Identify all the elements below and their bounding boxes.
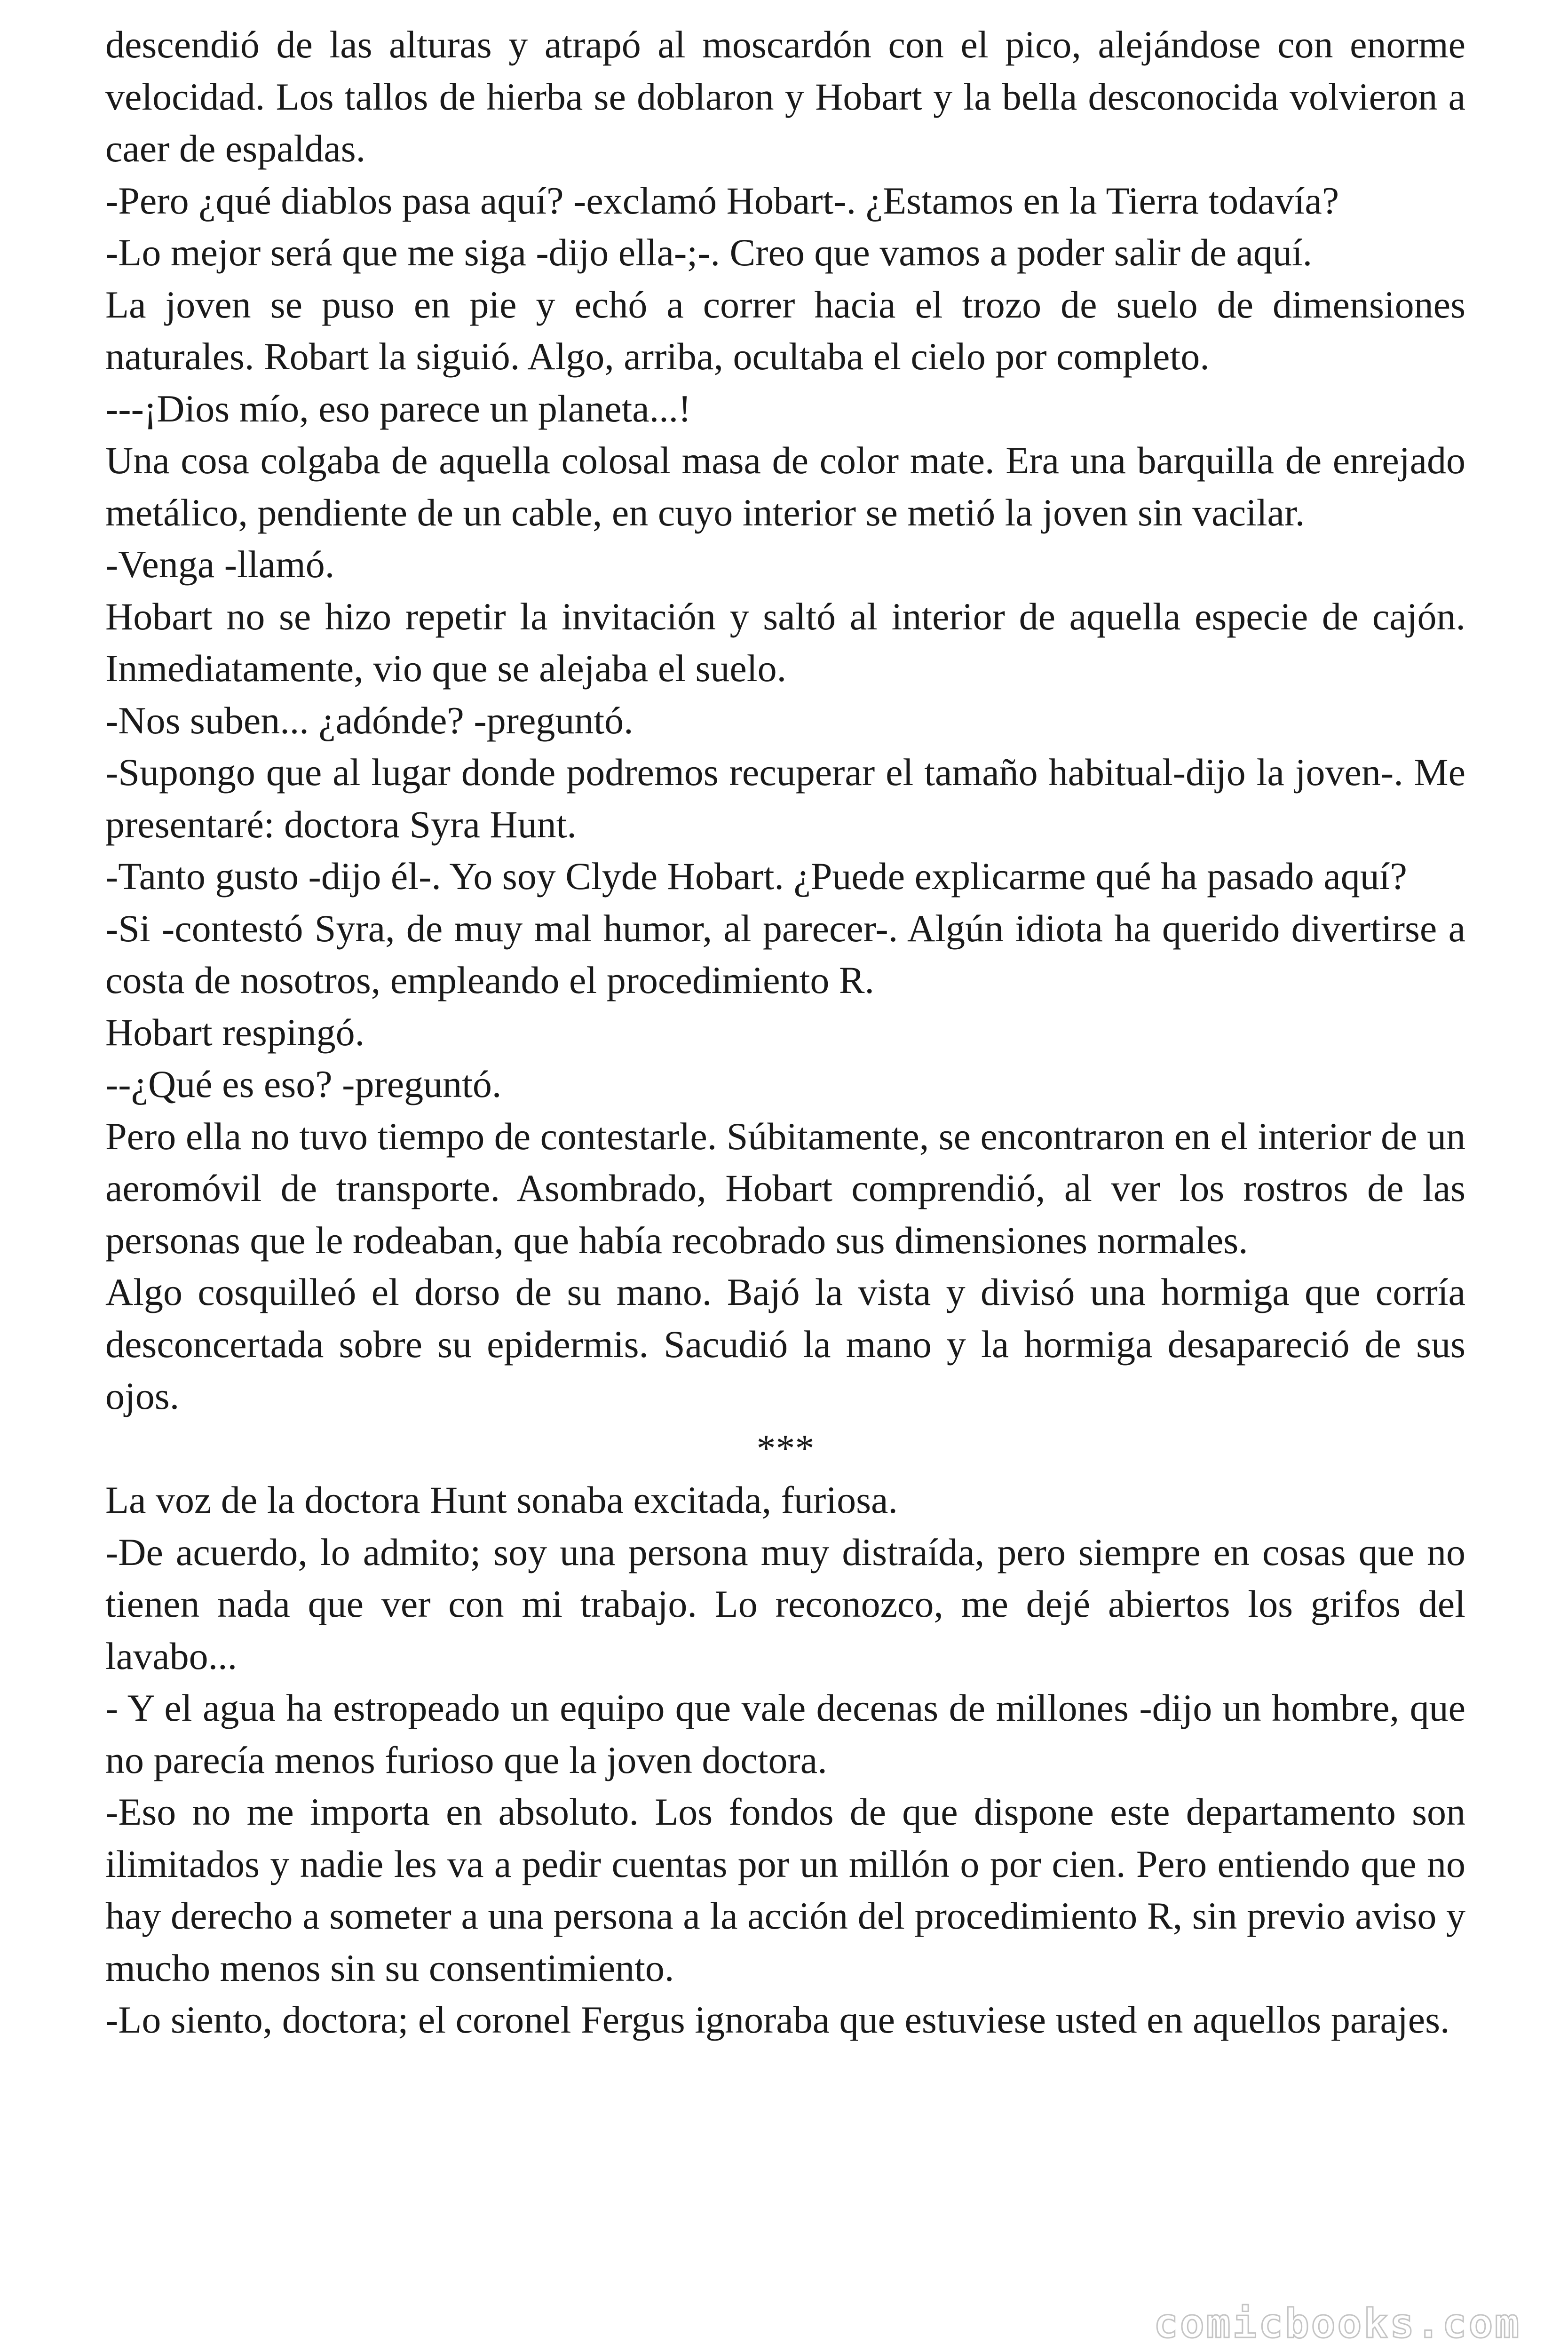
paragraph: - Y el agua ha estropeado un equipo que vale decenas de millones -dijo un hombre, que no parecía menos furioso que la joven doctora. [105,1686,1465,1781]
paragraph: --¿Qué es eso? -preguntó. [105,1063,502,1105]
paragraph: Algo cosquilleó el dorso de su mano. Bajó la vista y divisó una hormiga que corría desconcertada sobre su epidermis. Sacudió la mano y la hormiga desapareció de sus ojos. [105,1271,1465,1417]
paragraph: Hobart no se hizo repetir la invitación y saltó al interior de aquella especie de cajón. Inmediatamente, vio que se alejaba el suelo. [105,595,1465,690]
paragraph: -Lo siento, doctora; el coronel Fergus ignoraba que estuviese usted en aquellos parajes. [105,1998,1450,2041]
paragraph: Hobart respingó. [105,1010,365,1054]
paragraph: Una cosa colgaba de aquella colosal masa de color mate. Era una barquilla de enrejado metálico, pendiente de un cable, en cuyo interior se metió la joven sin vacilar. [105,439,1465,534]
paragraph: -Supongo que al lugar donde podremos recuperar el tamaño habitual-dijo la joven-. Me presentaré: doctora Syra Hunt. [105,751,1465,846]
paragraph: -Pero ¿qué diablos pasa aquí? -exclamó Hobart-. ¿Estamos en la Tierra todavía? [105,179,1339,222]
paragraph: Pero ella no tuvo tiempo de contestarle. Súbitamente, se encontraron en el interior de un aeromóvil de transporte. Asombrado, Hobart comprendió, al ver los rostros de las personas que le rodeaban, que había recobrado sus dimensiones normales. [105,1114,1465,1262]
paragraph: -Nos suben... ¿adónde? -preguntó. [105,699,634,742]
document-page [105,19,1465,2046]
paragraph: -Lo mejor será que me siga -dijo ella-;-. Creo que vamos a poder salir de aquí. [105,231,1313,274]
paragraph: descendió de las alturas y atrapó al moscardón con el pico, alejándose con enorme velocidad. Los tallos de hierba se doblaron y Hobart y la bella desconocida volvieron a caer de espaldas. [105,23,1465,170]
paragraph: -Tanto gusto -dijo él-. Yo soy Clyde Hobart. ¿Puede explicarme qué ha pasado aquí? [105,855,1407,898]
watermark: comicbooks.com [1154,2300,1521,2347]
paragraph: -Venga -llamó. [105,543,335,586]
section-separator: *** [756,1426,815,1470]
paragraph: ---¡Dios mío, eso parece un planeta...! [105,387,691,430]
paragraph: La voz de la doctora Hunt sonaba excitada, furiosa. [105,1478,898,1521]
paragraph: -De acuerdo, lo admito; soy una persona muy distraída, pero siempre en cosas que no tienen nada que ver con mi trabajo. Lo reconozco, me dejé abiertos los grifos del lavabo... [105,1530,1465,1677]
paragraph: La joven se puso en pie y echó a correr hacia el trozo de suelo de dimensiones naturales. Robart la siguió. Algo, arriba, ocultaba el cielo por completo. [105,283,1465,378]
paragraph: -Si -contestó Syra, de muy mal humor, al parecer-. Algún idiota ha querido divertirse a costa de nosotros, empleando el procedimiento R. [105,906,1465,1001]
paragraph: -Eso no me importa en absoluto. Los fondos de que dispone este departamento son ilimitados y nadie les va a pedir cuentas por un millón o por cien. Pero entiendo que no hay derecho a someter a una persona a la acción del procedimiento R, sin previo aviso y mucho menos sin su consentimiento. [105,1790,1465,1989]
